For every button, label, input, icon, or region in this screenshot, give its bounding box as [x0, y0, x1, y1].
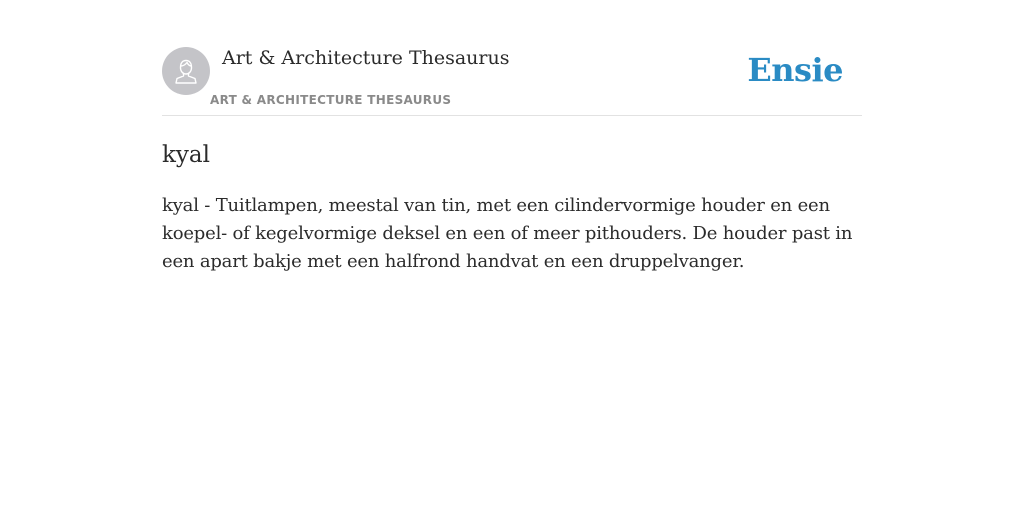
ensie-logo[interactable]: Ensie — [747, 51, 843, 89]
page — [162, 0, 862, 276]
author-avatar[interactable] — [162, 47, 210, 95]
author-subtitle[interactable]: ART & ARCHITECTURE THESAURUS — [210, 93, 452, 107]
entry-header — [162, 47, 862, 116]
entry-definition: kyal - Tuitlampen, meestal van tin, met een cilindervormige houder en een koepel- of kegelvormige deksel en een of meer pithouders. De houder past in een apart bakje met een halfrond handvat en een druppelvanger. — [162, 195, 853, 272]
entry-term: kyal — [162, 142, 210, 168]
user-avatar-icon — [171, 56, 201, 86]
author-name[interactable]: Art & Architecture Thesaurus — [222, 47, 510, 69]
